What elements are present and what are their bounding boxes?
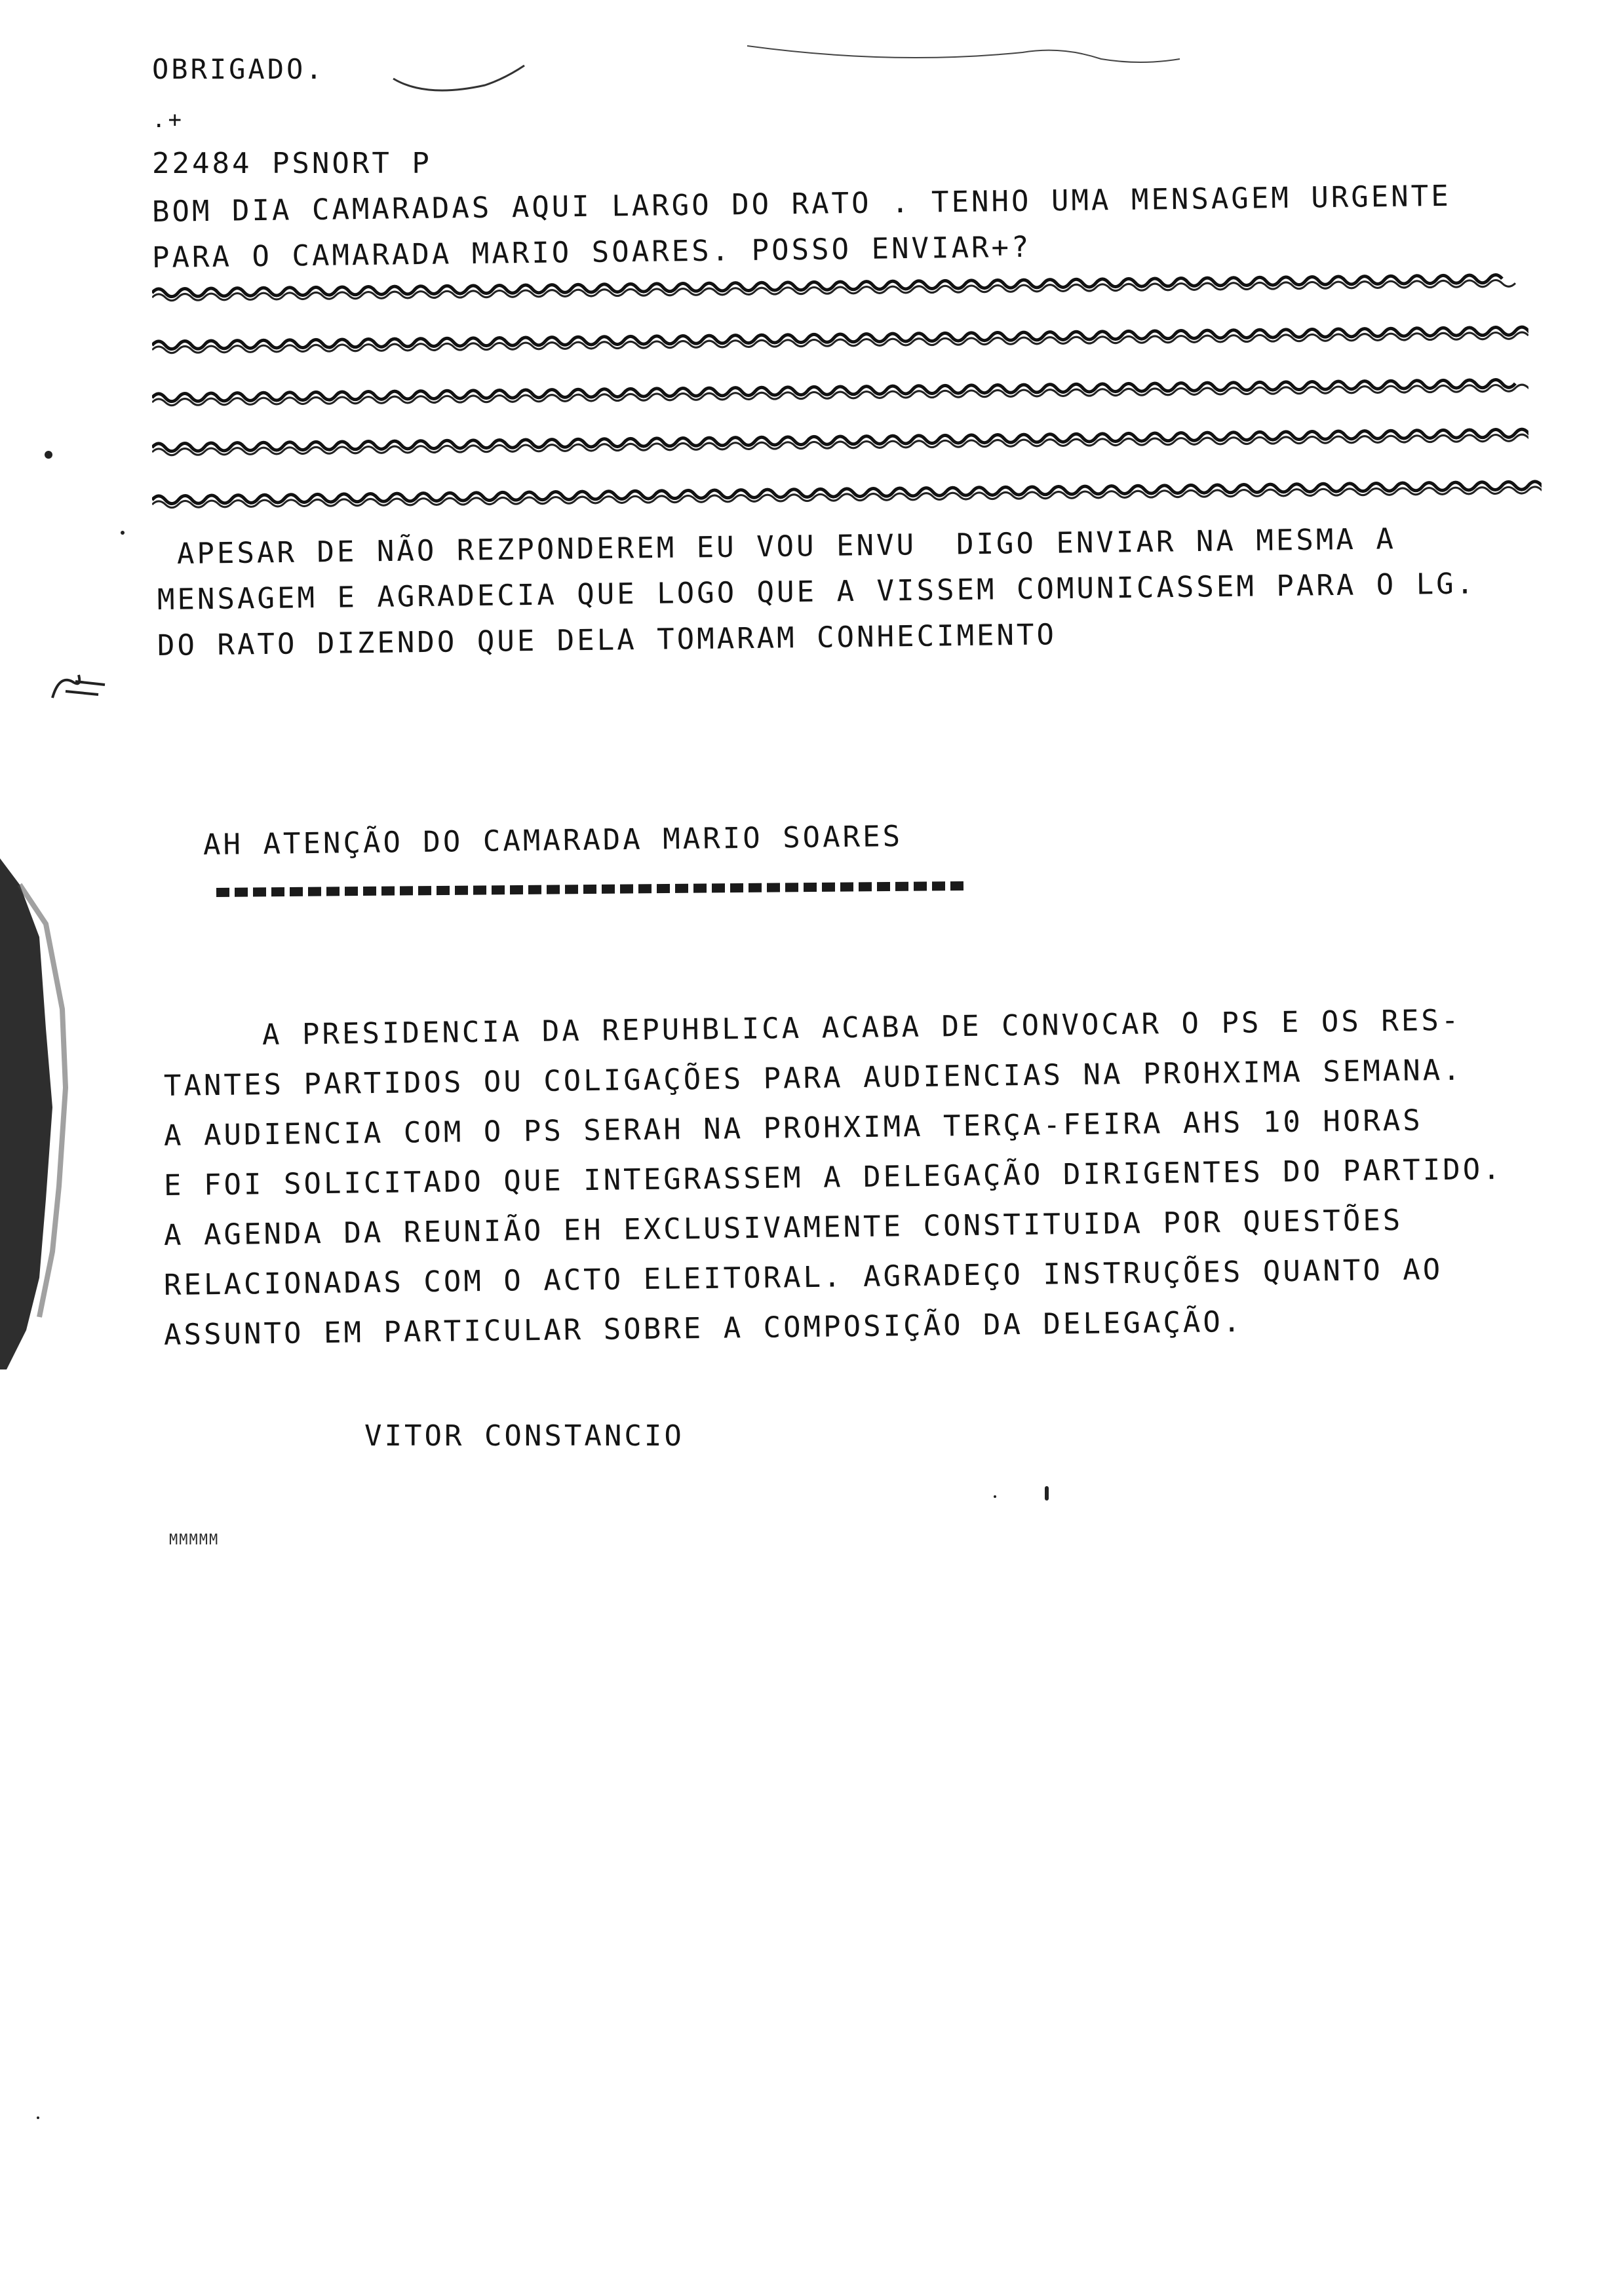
footer-code: MMMMM [169, 1532, 220, 1548]
header-mark: .+ [152, 107, 184, 133]
body-line-4: E FOI SOLICITADO QUE INTEGRASSEM A DELEGAÇÃO DIRIGENTES DO PARTIDO. [163, 1153, 1504, 1202]
signature: VITOR CONSTANCIO [364, 1419, 684, 1453]
strike-band-3 [152, 373, 1528, 408]
body-line-2: TANTES PARTIDOS OU COLIGAÇÕES PARA AUDIENCIAS NA PROHXIMA SEMANA. [163, 1053, 1464, 1103]
speck [121, 531, 125, 535]
cutoff-line: OBRIGADO. [152, 53, 325, 85]
speck [45, 451, 52, 459]
heading-underline [216, 881, 963, 897]
intro-line-2: PARA O CAMARADA MARIO SOARES. POSSO ENVIAR+? [151, 230, 1032, 275]
margin-mark [46, 662, 111, 708]
intro-line-1: BOM DIA CAMARADAS AQUI LARGO DO RATO . TENHO UMA MENSAGEM URGENTE [151, 179, 1452, 229]
body-line-6: RELACIONADAS COM O ACTO ELEITORAL. AGRADEÇO INSTRUÇÕES QUANTO AO [163, 1253, 1443, 1302]
strike-band-5 [152, 476, 1542, 510]
speck [1045, 1486, 1049, 1501]
speck [994, 1495, 996, 1498]
strike-band-4 [152, 423, 1528, 457]
body-line-7: ASSUNTO EM PARTICULAR SOBRE A COMPOSIÇÃO DA DELEGAÇÃO. [163, 1305, 1243, 1352]
followup-line-1: APESAR DE NÃO REZPONDEREM EU VOU ENVU DIGO ENVIAR NA MESMA A [176, 522, 1397, 571]
followup-line-3: DO RATO DIZENDO QUE DELA TOMARAM CONHECIMENTO [157, 618, 1057, 662]
header-code: 22484 PSNORT P [152, 147, 432, 180]
message-heading: AH ATENÇÃO DO CAMARADA MARIO SOARES [203, 819, 903, 862]
body-line-5: A AGENDA DA REUNIÃO EH EXCLUSIVAMENTE CONSTITUIDA POR QUESTÕES [163, 1203, 1403, 1252]
body-line-3: A AUDIENCIA COM O PS SERAH NA PROHXIMA TERÇA-FEIRA AHS 10 HORAS [163, 1103, 1424, 1153]
scan-edge-shadow [0, 858, 72, 1369]
speck [37, 2116, 39, 2119]
body-line-1: A PRESIDENCIA DA REPUHBLICA ACABA DE CONVOCAR O PS E OS RES- [262, 1003, 1462, 1052]
strike-band-2 [152, 321, 1528, 355]
followup-line-2: MENSAGEM E AGRADECIA QUE LOGO QUE A VISSEM COMUNICASSEM PARA O LG. [157, 567, 1477, 617]
pen-scribble [367, 39, 1350, 118]
